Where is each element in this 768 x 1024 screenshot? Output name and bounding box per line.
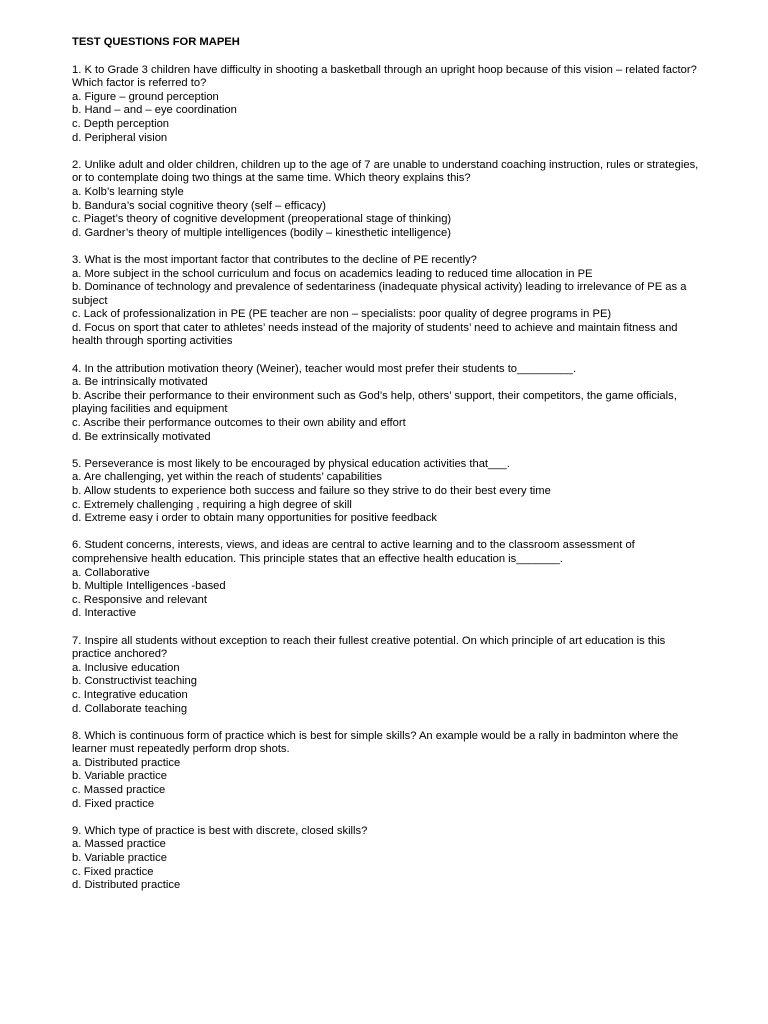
answer-option: d. Gardner’s theory of multiple intelligences (bodily – kinesthetic intelligence) [72,226,451,239]
answer-option: d. Focus on sport that cater to athletes’ needs instead of the majority of students’ need to achieve and maintain fitness and health through sporting activities [72,321,678,348]
answer-option: b. Dominance of technology and prevalence of sedentariness (inadequate physical activity) leading to irrelevance of PE as a subject [72,281,687,307]
question-4 [72,363,702,445]
answer-option: b. Hand – and – eye coordination [72,104,237,117]
answer-option: a. Figure – ground perception [72,90,219,103]
answer-option: c. Ascribe their performance outcomes to their own ability and effort [72,417,406,430]
question-3 [72,254,702,349]
question-5 [72,458,702,526]
question-stem: 7. Inspire all students without exception to reach their fullest creative potential. On which principle of art education is this practice anchored? [72,634,666,661]
answer-option: d. Extreme easy i order to obtain many opportunities for positive feedback [72,512,438,525]
answer-option: a. Distributed practice [72,756,181,769]
question-8 [72,730,702,812]
answer-option: a. Massed practice [72,838,166,851]
answer-option: c. Extremely challenging , requiring a high degree of skill [72,498,352,511]
answer-option: d. Fixed practice [72,797,155,810]
answer-option: a. Kolb’s learning style [72,185,184,198]
question-stem: 9. Which type of practice is best with discrete, closed skills? [72,824,368,837]
answer-option: c. Responsive and relevant [72,593,207,606]
question-2 [72,159,702,241]
question-9 [72,825,702,893]
question-stem: 1. K to Grade 3 children have difficulty in shooting a basketball through an upright hoop because of this vision – related factor? Which factor is referred to? [72,63,697,90]
answer-option: a. More subject in the school curriculum and focus on academics leading to reduced time allocation in PE [72,267,593,280]
answer-option: b. Allow students to experience both success and failure so they strive to do their best every time [72,485,551,497]
answer-option: b. Ascribe their performance to their environment such as God’s help, others’ support, their competitors, the game officials, playing facilities and equipment [72,389,677,416]
answer-option: a. Inclusive education [72,661,180,674]
question-list [72,64,702,893]
document-page [72,36,702,906]
answer-option: b. Constructivist teaching [72,675,197,688]
answer-option: b. Multiple Intelligences -based [72,580,226,593]
question-stem: 2. Unlike adult and older children, children up to the age of 7 are unable to understand coaching instruction, rules or strategies, or to contemplate doing two things at the same time. Which theory explains this? [72,158,699,185]
answer-option: d. Be extrinsically motivated [72,430,211,443]
answer-option: c. Lack of professionalization in PE (PE teacher are non – specialists: poor quality of degree programs in PE) [72,308,612,321]
answer-option: a. Be intrinsically motivated [72,376,208,389]
question-stem: 8. Which is continuous form of practice which is best for simple skills? An example would be a rally in badminton where the learner must repeatedly perform drop shots. [72,729,679,756]
answer-option: c. Fixed practice [72,865,154,878]
question-stem: 6. Student concerns, interests, views, and ideas are central to active learning and to the classroom assessment of comprehensive health education. This principle states that an effective health education is_______. [72,539,635,565]
answer-option: c. Massed practice [72,784,166,797]
answer-option: c. Depth perception [72,117,170,130]
answer-option: d. Distributed practice [72,879,181,892]
question-1 [72,64,702,146]
answer-option: a. Collaborative [72,566,150,579]
answer-option: d. Peripheral vision [72,131,168,144]
answer-option: b. Bandura’s social cognitive theory (self – efficacy) [72,199,326,212]
answer-option: a. Are challenging, yet within the reach of students’ capabilities [72,471,382,484]
question-stem: 3. What is the most important factor that contributes to the decline of PE recently? [72,253,477,266]
answer-option: d. Interactive [72,607,137,620]
answer-option: c. Piaget’s theory of cognitive development (preoperational stage of thinking) [72,213,452,226]
document-title: TEST QUESTIONS FOR MAPEH [72,36,240,48]
answer-option: b. Variable practice [72,852,167,865]
question-7 [72,635,702,717]
answer-option: c. Integrative education [72,688,188,701]
question-stem: 5. Perseverance is most likely to be encouraged by physical education activities that___. [72,457,510,470]
question-stem: 4. In the attribution motivation theory (Weiner), teacher would most prefer their students to_________. [72,362,577,375]
answer-option: d. Collaborate teaching [72,702,188,715]
question-6 [72,539,702,621]
answer-option: b. Variable practice [72,770,167,783]
